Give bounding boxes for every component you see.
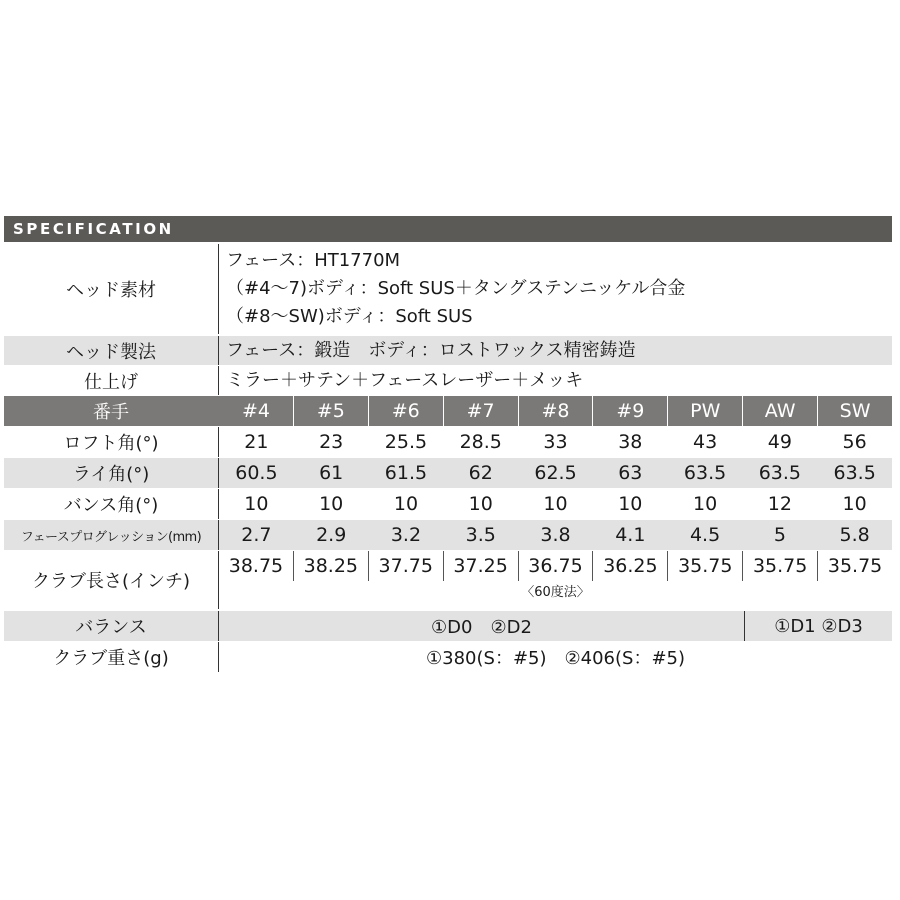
label-finish: 仕上げ (84, 371, 138, 393)
bounce-cell: 10 (468, 493, 493, 515)
bounce-cell: 10 (842, 493, 867, 515)
club-length-cell: 37.25 (443, 551, 518, 581)
head-material-line-face: フェース：HT1770M (226, 250, 401, 271)
lie-cell: 63 (618, 462, 643, 484)
club-number-cell: #7 (443, 396, 518, 426)
face-progression-cell: 3.8 (540, 524, 571, 546)
club-length-note: 〈60度法〉 (521, 585, 590, 600)
label-club-numbers: 番手 (93, 402, 129, 423)
row-lie (4, 458, 892, 488)
club-length-cell: 38.75 (228, 555, 284, 577)
club-number-cell: #4 (241, 400, 270, 422)
loft-cell: 21 (244, 431, 269, 453)
club-number-cells (219, 396, 892, 426)
club-length-cell: 35.75 (742, 551, 817, 581)
loft-cell: 49 (767, 431, 792, 453)
face-progression-cell: 4.1 (615, 524, 646, 546)
loft-cell: 33 (543, 431, 568, 453)
lie-cell: 62.5 (534, 462, 577, 484)
club-length-cell: 35.75 (667, 551, 742, 581)
loft-cell: 56 (842, 431, 867, 453)
row-head-manufacturing (4, 336, 892, 365)
label-head-manufacturing: ヘッド製法 (66, 341, 156, 363)
label-loft: ロフト角(°) (63, 433, 159, 454)
row-face-progression (4, 520, 892, 550)
lie-cell: 61.5 (384, 462, 428, 484)
loft-cell: 28.5 (459, 431, 502, 453)
loft-cells (219, 427, 892, 457)
bounce-cell: 12 (767, 493, 792, 515)
face-progression-cell: 2.9 (316, 524, 347, 546)
lie-cell: 62 (468, 462, 493, 484)
face-progression-cell: 2.7 (241, 524, 272, 546)
club-length-cell: 37.75 (368, 551, 443, 581)
row-head-material (4, 244, 892, 334)
row-club-length (4, 551, 892, 609)
club-length-cell: 35.75 (817, 551, 892, 581)
club-number-cell: #9 (592, 396, 667, 426)
club-number-cell: #6 (368, 396, 443, 426)
club-length-cell: 38.25 (293, 551, 368, 581)
bounce-cell: 10 (692, 493, 718, 515)
face-progression-cell: 4.5 (689, 524, 721, 546)
bounce-cell: 10 (618, 493, 643, 515)
bounce-cell: 10 (244, 493, 269, 515)
label-club-weight: クラブ重さ(g) (53, 648, 169, 669)
head-material-line-body-4-7: （#4〜7)ボディ：Soft SUS＋タングステンニッケル合金 (226, 278, 686, 299)
face-progression-cell: 3.2 (390, 524, 422, 546)
bounce-cell: 10 (543, 493, 568, 515)
club-number-cell: SW (817, 396, 892, 426)
column-divider (218, 366, 219, 395)
spec-section-header: SPECIFICATION (4, 216, 892, 242)
row-bounce (4, 489, 892, 519)
club-length-cell: 36.25 (592, 551, 667, 581)
club-length-cell: 36.75 (518, 551, 593, 581)
row-finish (4, 366, 892, 395)
label-balance: バランス (75, 617, 147, 638)
club-number-cell: #8 (518, 396, 593, 426)
bounce-cells (219, 489, 892, 519)
label-bounce: バンス角(°) (63, 495, 159, 516)
lie-cell: 63.5 (758, 462, 802, 484)
label-club-length: クラブ長さ(インチ) (31, 571, 191, 592)
label-lie: ライ角(°) (72, 464, 150, 485)
lie-cell: 61 (319, 462, 344, 484)
loft-cell: 43 (692, 431, 718, 453)
club-number-cell: AW (742, 396, 817, 426)
loft-cell: 38 (618, 431, 643, 453)
bounce-cell: 10 (393, 493, 419, 515)
lie-cell: 63.5 (833, 462, 876, 484)
face-progression-cell: 5.8 (839, 524, 870, 546)
club-number-cell: #5 (293, 396, 368, 426)
club-weight-value: ①380(S：#5) ②406(S：#5) (426, 648, 685, 669)
face-progression-cell: 5 (773, 524, 786, 546)
loft-cell: 23 (319, 431, 344, 453)
head-material-value (226, 244, 685, 334)
label-face-progression: フェースプログレッション(mm) (20, 529, 202, 545)
club-number-cell: PW (667, 396, 742, 426)
face-progression-cell: 3.5 (465, 524, 496, 546)
club-length-cells (219, 551, 892, 581)
row-loft (4, 427, 892, 457)
face-progression-cells (219, 520, 892, 550)
lie-cell: 63.5 (683, 462, 727, 484)
bounce-cell: 10 (319, 493, 344, 515)
balance-value-4-to-pw: ①D0 ②D2 (431, 617, 532, 638)
lie-cell: 60.5 (235, 462, 278, 484)
finish-value: ミラー＋サテン＋フェースレーザー＋メッキ (226, 369, 584, 391)
row-club-numbers (4, 396, 892, 426)
loft-cell: 25.5 (384, 431, 428, 453)
column-divider (218, 244, 219, 334)
head-manufacturing-value: フェース：鍛造 ボディ：ロストワックス精密鋳造 (226, 339, 636, 361)
row-balance (4, 611, 892, 641)
label-head-material: ヘッド素材 (66, 280, 156, 301)
balance-value-aw-sw: ①D1 ②D3 (774, 615, 863, 637)
lie-cells (219, 458, 892, 488)
column-divider (218, 336, 219, 365)
head-material-line-body-8-sw: （#8〜SW)ボディ：Soft SUS (226, 306, 473, 327)
row-club-weight (4, 642, 892, 672)
